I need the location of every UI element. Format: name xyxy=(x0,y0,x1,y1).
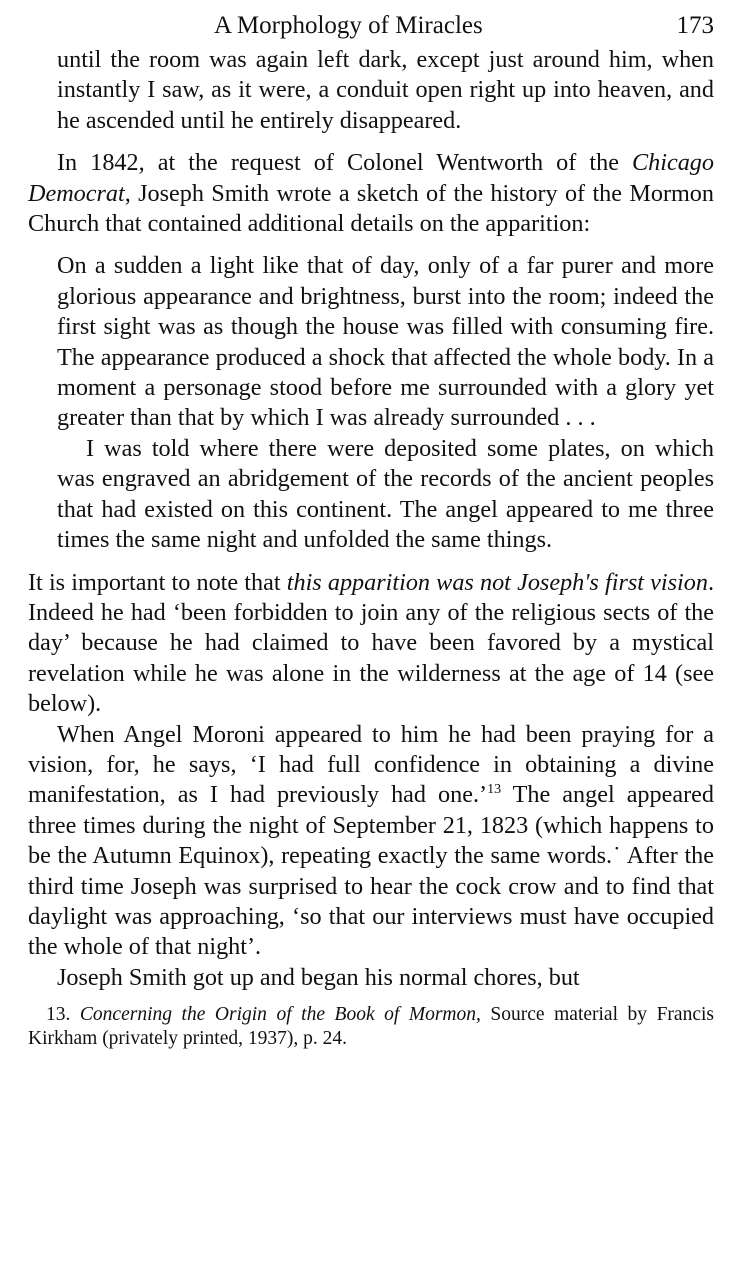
text-run: It is important to note that xyxy=(28,568,281,596)
page-number: 173 xyxy=(676,12,714,39)
running-title: A Morphology of Miracles xyxy=(214,12,483,39)
footnote xyxy=(28,1003,714,1051)
footnote-title: Concerning the Origin of the Book of Mormon xyxy=(79,1004,477,1026)
body-paragraph-first-vision xyxy=(28,568,714,720)
text-run: When Angel Moroni appeared to him he had been praying for a vision, for, he says, ‘I had full confidence in obtaining a divine manifestation, as I had previously had one.’ xyxy=(28,720,714,809)
emphasis-text: this apparition was not Joseph's first vision xyxy=(286,568,708,596)
block-quote-apparition: On a sudden a light like that of day, only of a far purer and more glorious appearance and brightness, burst into the room; indeed the first sight was as though the house was filled with consuming fire. The appearance produced a shock that affected the whole body. In a moment a personage stood before me surrounded with a glory yet greater than that by which I was already surrounded . . . xyxy=(57,252,714,432)
footnote-number: 13. xyxy=(46,1004,71,1026)
footnote-text: , Source material by Francis Kirkham (privately printed, 1937), p. 24. xyxy=(28,1004,714,1050)
quote-continuation: until the room was again left dark, except just around him, when instantly I saw, as it were, a conduit open right up into heaven, and he ascended until he entirely disappeared. xyxy=(57,46,714,134)
text-run: The angel appeared three times during the night of September 21, 1823 (which happens to be the Autumn Equinox), repeating exactly the same words.˙ After the third time Joseph was surprised to hear the cock crow and to find that daylight was approaching, ‘so that our interviews must have occupied the whole of that night’. xyxy=(28,781,714,961)
text-run: In 1842, at the request of Colonel Wentworth of the xyxy=(57,149,619,177)
body-paragraph-moroni xyxy=(28,720,714,963)
footnote-reference[interactable]: 13 xyxy=(487,782,502,798)
text-run: , Joseph Smith wrote a sketch of the history of the Mormon Church that contained additional details on the apparition: xyxy=(28,179,714,238)
text-run: . Indeed he had ‘been forbidden to join any of the religious sects of the day’ because he had claimed to have been favored by a mystical revelation while he was alone in the wilderness at the age of 14 (see below). xyxy=(28,568,714,718)
running-head xyxy=(28,8,714,44)
newspaper-title: Chicago Democrat xyxy=(28,149,714,207)
book-page xyxy=(28,8,714,1071)
body-paragraph-wentworth xyxy=(28,148,714,239)
block-quote-plates: I was told where there were deposited some plates, on which was engraved an abridgement of the records of the ancient peoples that had existed on this continent. The angel appeared to me three times the same night and unfolded the same things. xyxy=(57,434,714,554)
body-paragraph-chores: Joseph Smith got up and began his normal chores, but xyxy=(57,963,580,991)
